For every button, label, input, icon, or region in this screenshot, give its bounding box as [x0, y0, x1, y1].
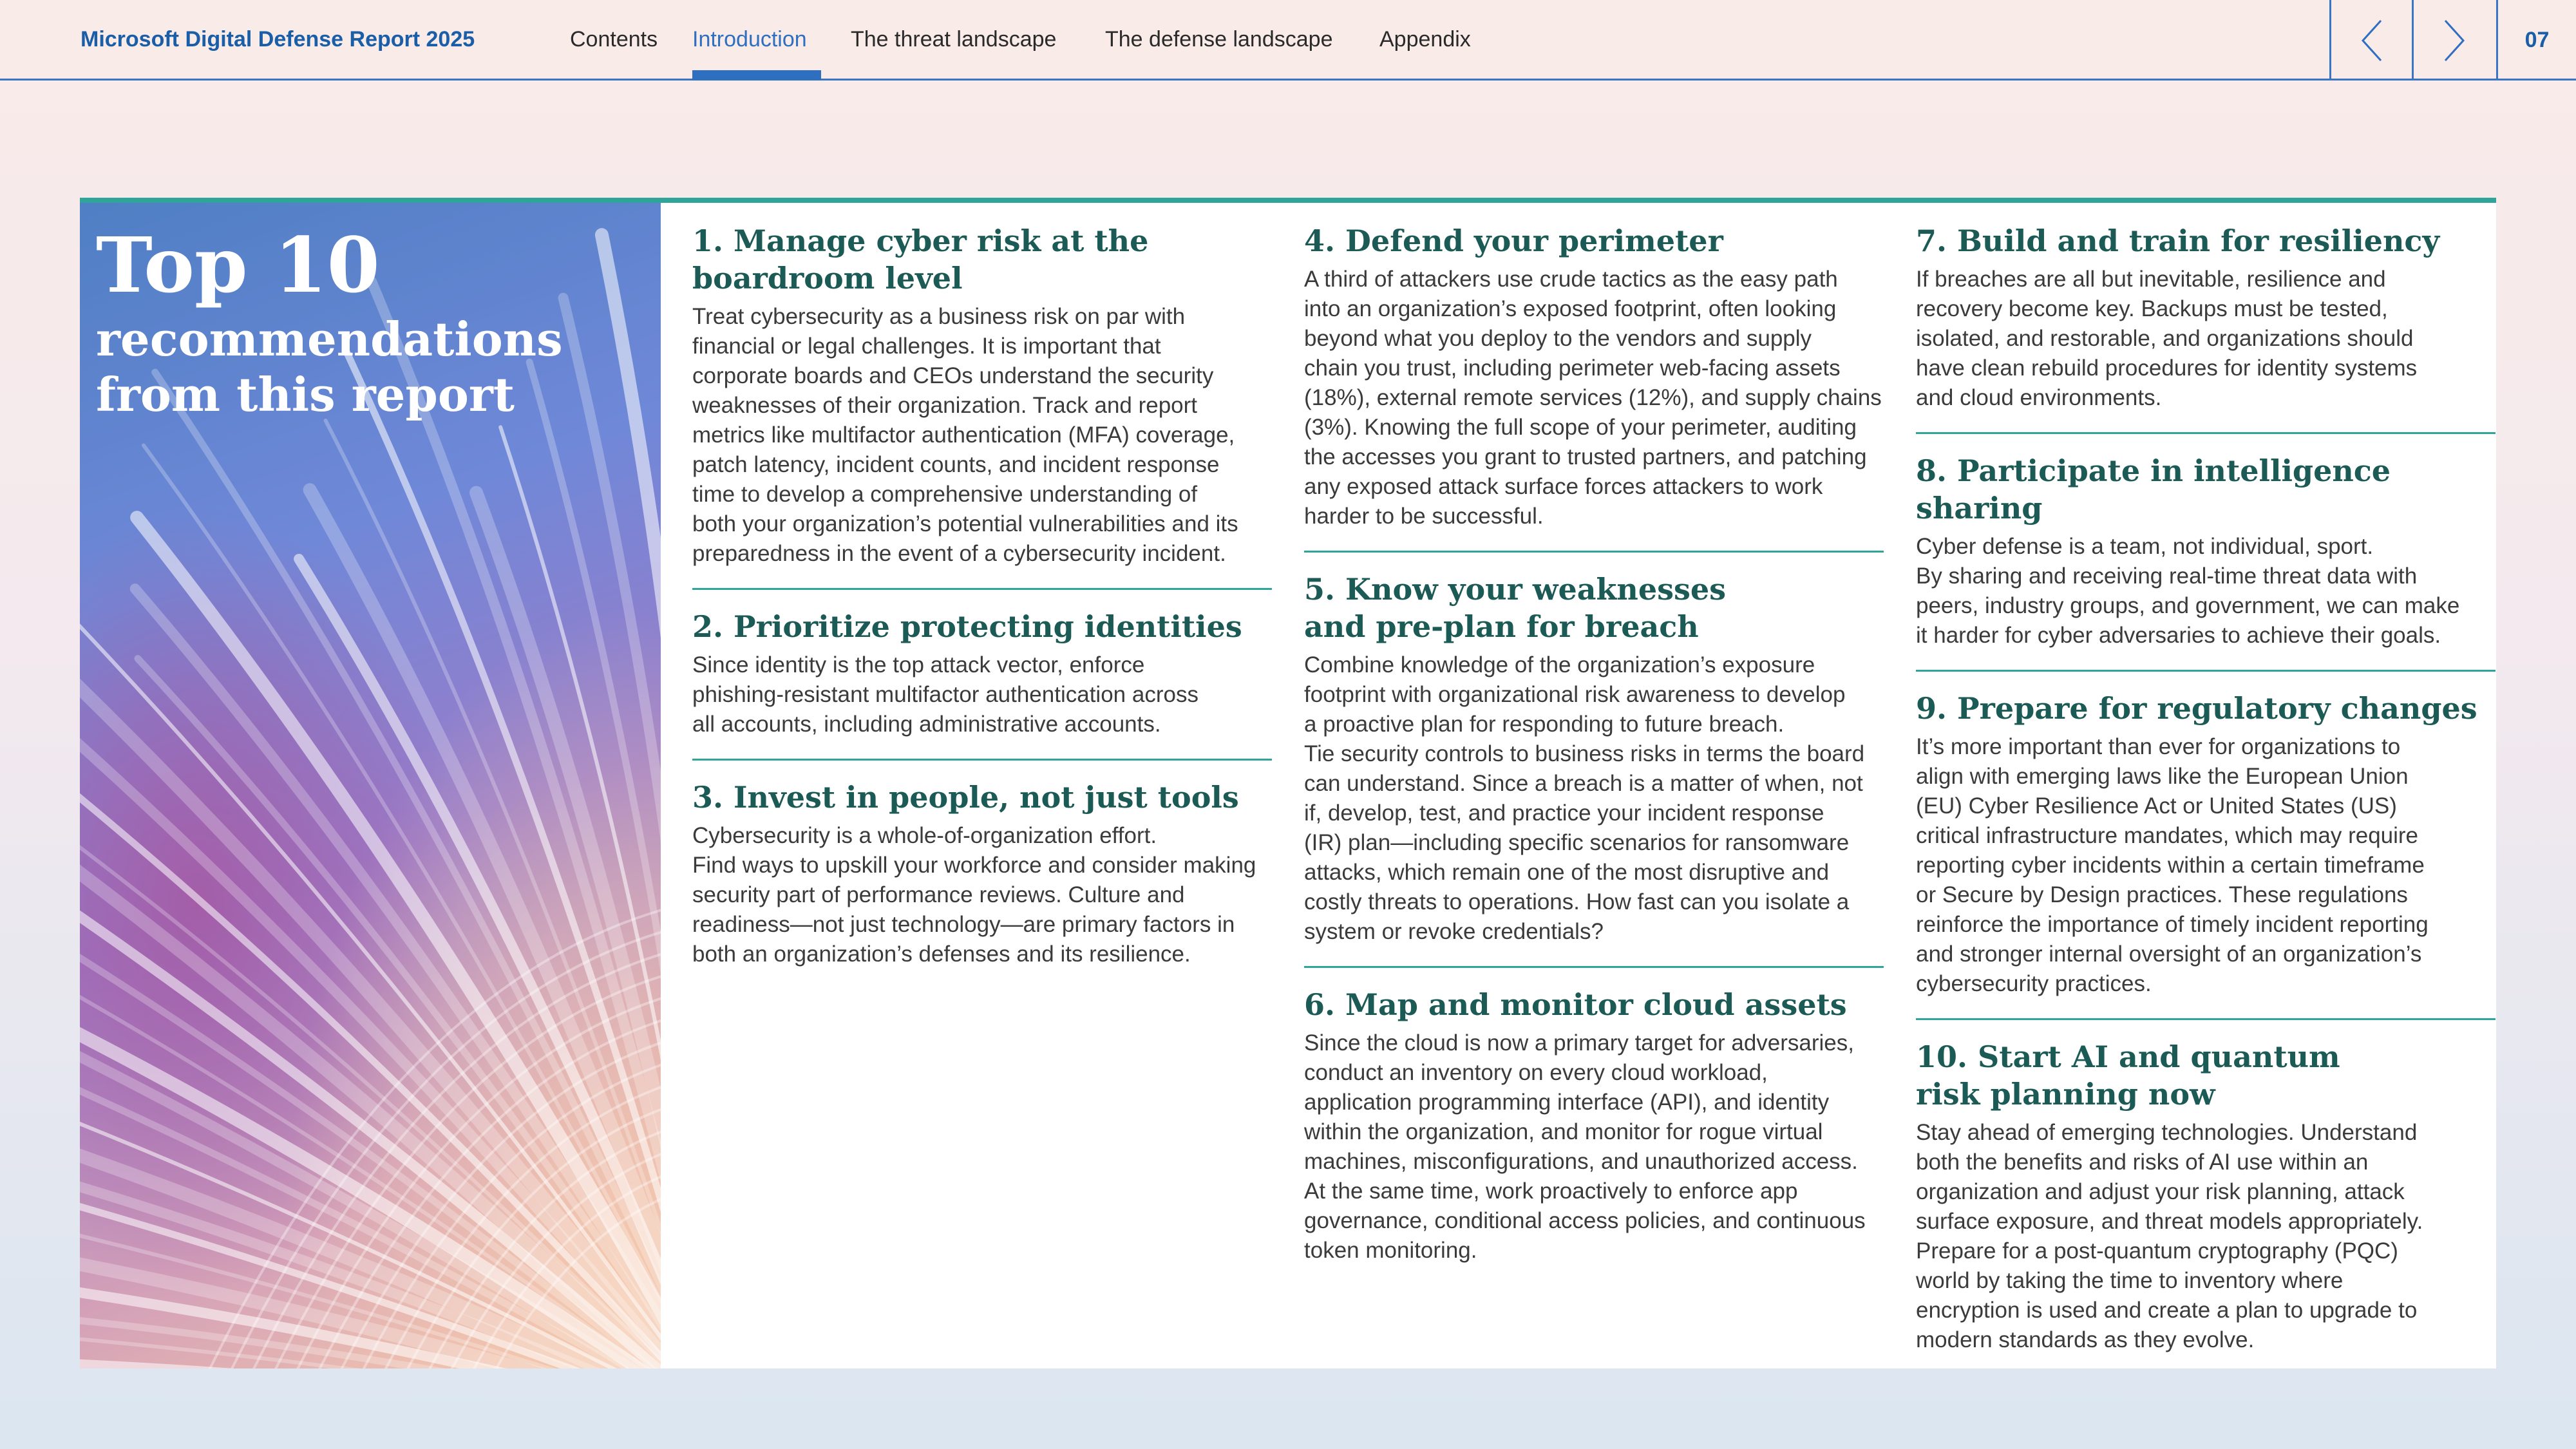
- recommendation-body: If breaches are all but inevitable, resilience and recovery become key. Backups must be tested, isolated, and restorable, and organizations should have clean rebuild procedures for identity systems and cloud environments.: [1916, 267, 2418, 410]
- recommendation-title: 2. Prioritize protecting identities: [692, 609, 1242, 644]
- recommendation-title: 6. Map and monitor cloud assets: [1304, 987, 1847, 1022]
- recommendation-body: Cybersecurity is a whole-of-organization effort. Find ways to upskill your workforce and consider making security part of performance reviews. Culture and readiness—not just technology—are primary factors in both an organization’s defenses and its resilience.: [692, 823, 1256, 967]
- recommendation-10: [1916, 1038, 2496, 1374]
- recommendation-title: 9. Prepare for regulatory changes: [1916, 691, 2477, 726]
- recommendation-6: [1304, 986, 1884, 1285]
- next-page-button[interactable]: [2412, 0, 2494, 80]
- recommendation-body: A third of attackers use crude tactics as the easy path into an organization’s exposed footprint, often looking beyond what you deploy to the vendors and supply chain you trust, including perimeter web-facing assets (18%), external remote services (12%), and supply chains (3%). Knowing the full scope of your perimeter, auditing the accesses you grant to trusted partners, and patching any exposed attack surface forces attackers to work harder to be successful.: [1304, 267, 1882, 529]
- previous-page-button[interactable]: [2329, 0, 2412, 80]
- nav-introduction[interactable]: Introduction: [692, 27, 807, 52]
- recommendation-body: Cyber defense is a team, not individual, sport. By sharing and receiving real-time threat data with peers, industry groups, and government, we can make it harder for cyber adversaries to achieve their goals.: [1916, 534, 2460, 648]
- nav-contents[interactable]: Contents: [570, 27, 658, 52]
- recommendation-body: Stay ahead of emerging technologies. Understand both the benefits and risks of AI use within an organization and adjust your risk planning, attack surface exposure, and threat models appropriately. Prepare for a post-quantum cryptography (PQC) world by taking the time to inventory where encryption is used and create a plan to upgrade to modern standards as they evolve.: [1916, 1120, 2423, 1352]
- report-title[interactable]: Microsoft Digital Defense Report 2025: [80, 27, 475, 52]
- recommendation-7: [1916, 222, 2496, 434]
- nav-threat-landscape[interactable]: The threat landscape: [851, 27, 1057, 52]
- recommendation-title: 5. Know your weaknesses and pre-plan for breach: [1304, 572, 1727, 644]
- recommendation-title: 1. Manage cyber risk at the boardroom level: [692, 223, 1149, 296]
- nav-appendix[interactable]: Appendix: [1379, 27, 1471, 52]
- nav-defense-landscape[interactable]: The defense landscape: [1105, 27, 1333, 52]
- column-1: [692, 222, 1272, 1007]
- recommendation-title: 3. Invest in people, not just tools: [692, 780, 1239, 815]
- recommendation-1: [692, 222, 1272, 590]
- recommendation-body: It’s more important than ever for organizations to align with emerging laws like the European Union (EU) Cyber Resilience Act or United States (US) critical infrastructure mandates, which may require reporting cyber incidents within a certain timeframe or Secure by Design practices. These regulations reinforce the importance of timely incident reporting and stronger internal oversight of an organization’s cybersecurity practices.: [1916, 734, 2429, 996]
- recommendation-3: [692, 779, 1272, 989]
- hero-title-line2: recommendations: [96, 312, 563, 366]
- top-navigation-bar: [0, 0, 2576, 80]
- recommendation-title: 10. Start AI and quantum risk planning now: [1916, 1039, 2340, 1112]
- recommendations-panel: [80, 198, 2496, 1368]
- recommendation-8: [1916, 452, 2496, 672]
- recommendation-body: Combine knowledge of the organization’s exposure footprint with organizational risk awareness to develop a proactive plan for responding to future breach. Tie security controls to business risks in terms the board can understand. Since a breach is a matter of when, not if, develop, test, and practice your incident response (IR) plan—including specific scenarios for ransomware attacks, which remain one of the most disruptive and costly threats to operations. How fast can you isolate a system or revoke credentials?: [1304, 652, 1865, 944]
- page-number: 07: [2496, 0, 2576, 80]
- chevron-left-icon: [2359, 18, 2385, 63]
- recommendation-body: Since the cloud is now a primary target for adversaries, conduct an inventory on every cloud workload, application programming interface (API), and identity within the organization, and monitor for rogue virtual machines, misconfigurations, and unauthorized access. At the same time, work proactively to enforce app governance, conditional access policies, and continuous token monitoring.: [1304, 1030, 1866, 1263]
- hero-image: [80, 203, 661, 1368]
- recommendation-4: [1304, 222, 1884, 553]
- recommendation-title: 8. Participate in intelligence sharing: [1916, 453, 2391, 526]
- recommendation-9: [1916, 690, 2496, 1020]
- recommendation-5: [1304, 571, 1884, 968]
- recommendation-body: Since identity is the top attack vector, enforce phishing-resistant multifactor authentication across all accounts, including administrative accounts.: [692, 652, 1198, 737]
- column-2: [1304, 222, 1884, 1303]
- column-3: [1916, 222, 2496, 1392]
- chevron-right-icon: [2441, 18, 2467, 63]
- recommendation-2: [692, 608, 1272, 761]
- active-tab-indicator: [692, 70, 821, 80]
- hero-title: [96, 217, 563, 424]
- recommendation-title: 7. Build and train for resiliency: [1916, 223, 2440, 258]
- hero-title-line3: from this report: [96, 367, 515, 422]
- recommendation-body: Treat cybersecurity as a business risk on par with financial or legal challenges. It is important that corporate boards and CEOs understand the security weaknesses of their organization. Track and report metrics like multifactor authentication (MFA) coverage, patch latency, incident counts, and incident response time to develop a comprehensive understanding of both your organization’s potential vulnerabilities and its preparedness in the event of a cybersecurity incident.: [692, 304, 1238, 566]
- hero-title-big: Top 10: [96, 220, 380, 310]
- recommendation-title: 4. Defend your perimeter: [1304, 223, 1723, 258]
